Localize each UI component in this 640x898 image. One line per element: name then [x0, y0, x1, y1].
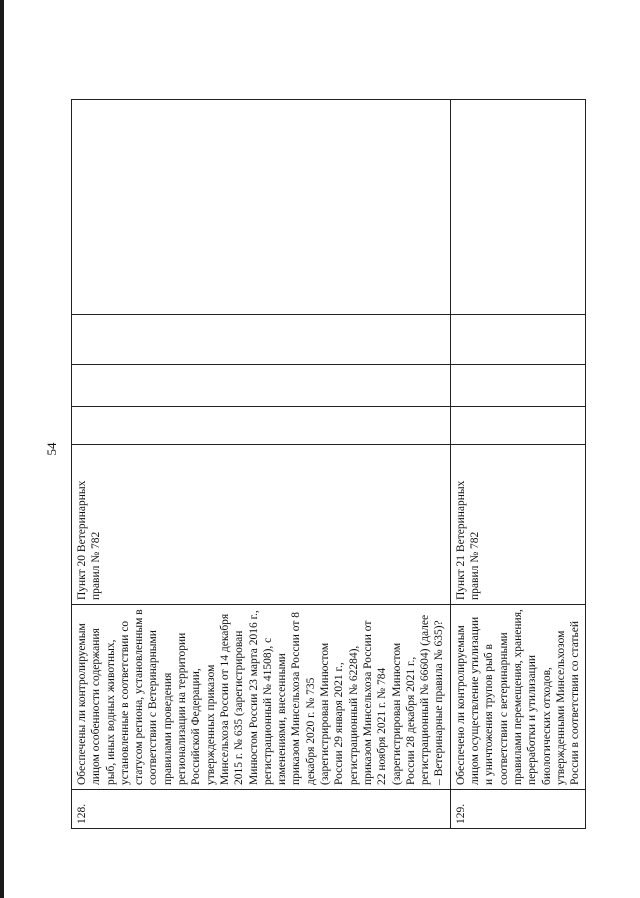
page-number: 54: [44, 442, 59, 456]
table-row: [450, 100, 586, 829]
rotated-page-content: [71, 100, 582, 829]
answer-no-cell: [450, 365, 586, 407]
row-number: 128.: [72, 790, 451, 829]
scan-edge: [0, 0, 4, 898]
requirement-question: Обеспечено ли контролируемым лицом осуществление утилизации и уничтожения трупов рыб в соответствии с ветеринарными правилами перемещения, хранения, переработки и утилизации биологических отходов, утвержденными Минсельхозом России в соответствии со статьей: [450, 605, 586, 790]
row-number: 129.: [450, 790, 586, 829]
legal-reference: Пункт 20 Ветеринарных правил № 782: [72, 445, 451, 605]
answer-yes-cell: [450, 407, 586, 445]
answer-na-cell: [72, 315, 451, 365]
checklist-table: [71, 99, 586, 829]
legal-reference: Пункт 21 Ветеринарных правил № 782: [450, 445, 586, 605]
notes-cell: [72, 100, 451, 315]
answer-no-cell: [72, 365, 451, 407]
answer-na-cell: [450, 315, 586, 365]
requirement-question: Обеспечены ли контролируемым лицом особенности содержания рыб, иных водных животных, установленные в соответствии со статусом региона, установленным в соответствии с Ветеринарными правилами проведения регионализации на территории Российской Федерации, утвержденных приказом Минсельхоза России от 14 декабря 2015 г. № 635 (зарегистрирован Минюстом России 23 марта 2016 г., регистрационный № 41508), с изменениями, внесенными приказом Минсельхоза России от 8 декабря 2020 г. № 735 (зарегистрирован Минюстом России 29 января 2021 г., регистрационный № 62284), приказом Минсельхоза России от 22 ноября 2021 г. № 784 (зарегистрирован Минюстом России 28 декабря 2021 г., регистрационный № 66604) (далее – Ветеринарные правила № 635)?: [72, 605, 451, 790]
answer-yes-cell: [72, 407, 451, 445]
notes-cell: [450, 100, 586, 315]
table-row: [72, 100, 451, 829]
